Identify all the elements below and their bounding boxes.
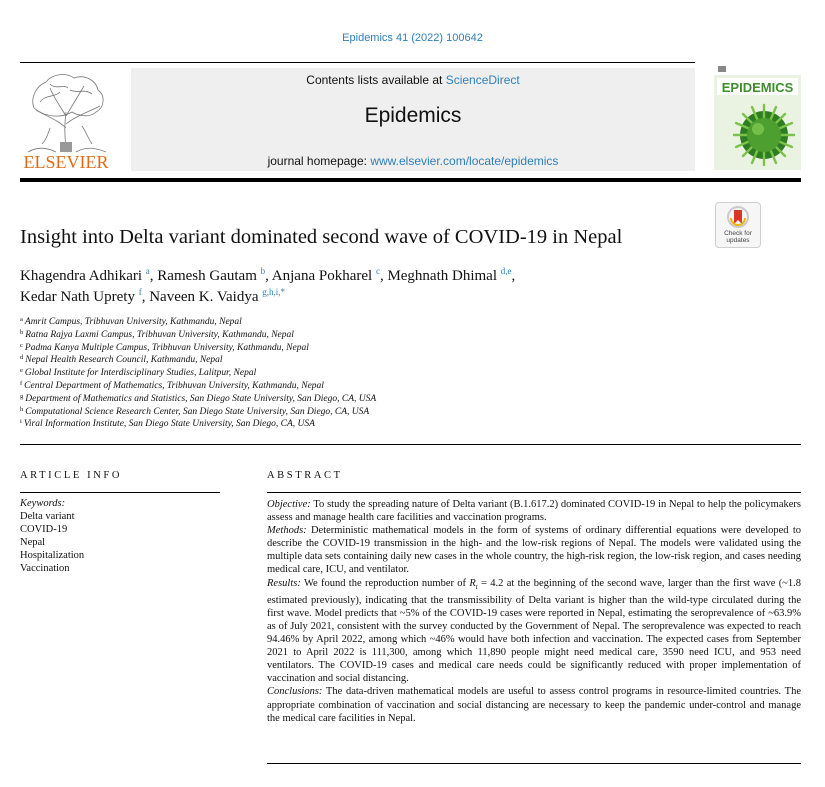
author-name[interactable]: Khagendra Adhikari — [20, 268, 143, 284]
keyword-item[interactable]: Vaccination — [20, 563, 70, 574]
bookmark-icon — [727, 206, 749, 230]
elsevier-wordmark: ELSEVIER — [23, 152, 109, 172]
author-name[interactable]: Naveen K. Vaidya — [149, 289, 259, 305]
author-name[interactable]: Anjana Pokharel — [271, 268, 373, 284]
affiliation-item: $^i$ Viral Information Institute, San Diego State University, San Diego, CA, USA — [20, 418, 315, 430]
keyword-item[interactable]: COVID-19 — [20, 524, 68, 535]
contents-available-line: Contents lists available at ScienceDirect — [306, 73, 520, 87]
affiliation-item: $^f$ Central Department of Mathematics, Tribhuvan University, Kathmandu, Nepal — [20, 379, 324, 391]
author-name[interactable]: Kedar Nath Uprety — [20, 289, 135, 305]
affiliation-item: $^b$ Ratna Rajya Laxmi Campus, Tribhuvan University, Kathmandu, Nepal — [20, 328, 294, 340]
journal-cover-image[interactable] — [714, 63, 801, 170]
keywords-block — [20, 497, 84, 575]
keyword-item[interactable]: Nepal — [20, 537, 46, 548]
journal-name: Epidemics — [364, 104, 462, 127]
author-affiliation-mark[interactable]: a — [145, 266, 150, 276]
affiliation-list — [20, 316, 376, 431]
author-list: Khagendra Adhikari $^a$, Ramesh Gautam $^b$, Anjana Pokharel $^c$, Meghnath Dhimal $^{d,e}$, Kedar Nath Uprety $^f$, Naveen K. Vaidya $^{g,h,i,*}$ — [20, 266, 516, 305]
affiliation-item: $^g$ Department of Mathematics and Statistics, San Diego State University, San Diego, CA, USA — [20, 392, 377, 404]
sciencedirect-link[interactable]: ScienceDirect — [445, 73, 520, 87]
author-affiliation-mark[interactable]: f — [138, 287, 142, 297]
abstract-objective: Objective: To study the spreading nature of Delta variant (B.1.617.2) dominated COVID-19 in Nepal to help the policymakers assess and manage health care facilities and vaccination programs. — [267, 499, 801, 524]
journal-homepage-line: journal homepage: www.elsevier.com/locate/epidemics — [267, 154, 559, 168]
header-top-rule — [20, 62, 695, 63]
abstract-conclusions: Conclusions: The data-driven mathematical models are useful to assess control programs in resource-limited countries. The appropriate combination of vaccination and social distancing are necessary to keep the pandemic under-control and manage the medical care facilities in Nepal. — [267, 686, 801, 724]
abstract-body — [267, 498, 801, 725]
keyword-item[interactable]: Hospitalization — [20, 550, 85, 561]
article-info-heading: ARTICLE INFO — [20, 470, 123, 481]
author-affiliation-mark[interactable]: d,e — [500, 266, 512, 276]
check-updates-label: Check for updates — [724, 230, 752, 244]
keyword-item[interactable]: Delta variant — [20, 511, 75, 522]
affiliation-item: $^d$ Nepal Health Research Council, Kathmandu, Nepal — [20, 354, 223, 366]
author-name[interactable]: Ramesh Gautam — [157, 268, 257, 284]
author-name[interactable]: Meghnath Dhimal — [387, 268, 498, 284]
journal-homepage-link[interactable]: www.elsevier.com/locate/epidemics — [370, 154, 559, 168]
abstract-bottom-rule — [267, 763, 801, 764]
cover-title: EPIDEMICS — [721, 80, 794, 95]
article-info-rule — [20, 492, 220, 493]
affiliation-item: $^e$ Global Institute for Interdisciplinary Studies, Lalitpur, Nepal — [20, 367, 257, 379]
affiliation-item: $^a$ Amrit Campus, Tribhuvan University, Kathmandu, Nepal — [20, 316, 242, 327]
reproduction-number-symbol: $R_t$ — [469, 577, 478, 591]
author-affiliation-mark[interactable]: g,h,i,* — [262, 287, 286, 297]
check-for-updates-button[interactable] — [715, 202, 761, 248]
abstract-methods: Methods: Deterministic mathematical models in the form of systems of ordinary differential equations were developed to describe the COVID-19 transmission in the high- and the low-risk regions of Nepal. The models were validated using the multiple data sets containing daily new cases in the whole country, the high-risk region, the low-risk region, and cases needing medical care, ICU, and ventilator. — [267, 525, 801, 576]
author-affiliation-mark[interactable]: c — [375, 266, 380, 276]
citation-link[interactable]: Epidemics 41 (2022) 100642 — [342, 32, 483, 44]
affiliation-item: $^h$ Computational Science Research Center, San Diego State University, San Diego, CA, USA — [20, 405, 370, 417]
author-affiliation-mark[interactable]: b — [260, 266, 266, 276]
affiliation-item: $^c$ Padma Kanya Multiple Campus, Tribhuvan University, Kathmandu, Nepal — [20, 341, 309, 353]
section-divider — [20, 444, 801, 445]
abstract-rule — [267, 492, 801, 493]
abstract-heading: ABSTRACT — [267, 470, 343, 481]
journal-header-box — [131, 68, 695, 171]
header-bottom-rule — [20, 178, 801, 182]
article-title: Insight into Delta variant dominated second wave of COVID-19 in Nepal — [20, 226, 623, 248]
keywords-label: Keywords: — [20, 498, 66, 509]
abstract-results: Results: We found the reproduction number of $R_t = 4.2$ at the beginning of the second wave, larger than the first wave (~1.8 estimated previously), indicating that the transmissibility of Delta variant is higher than the wild-type circulated during the first wave. Model predicts that ~5% of the COVID-19 cases were reported in Nepal, estimating the seroprevalence of ~63.9% as of July 2021, consistent with the survey conducted by the Government of Nepal. The seroprevalence was expected to reach 94.46% by April 2022, among which ~46% would have both infection and vaccination. The expected cases from September 2021 to April 2022 is 111,300, among which 11,890 people might need medical care, 3590 need ICU, and 953 need ventilators. The COVID-19 cases and medical care needs could be significantly reduced with proper implementation of vaccination and social distancing. — [267, 577, 801, 685]
journal-citation[interactable] — [0, 32, 825, 44]
